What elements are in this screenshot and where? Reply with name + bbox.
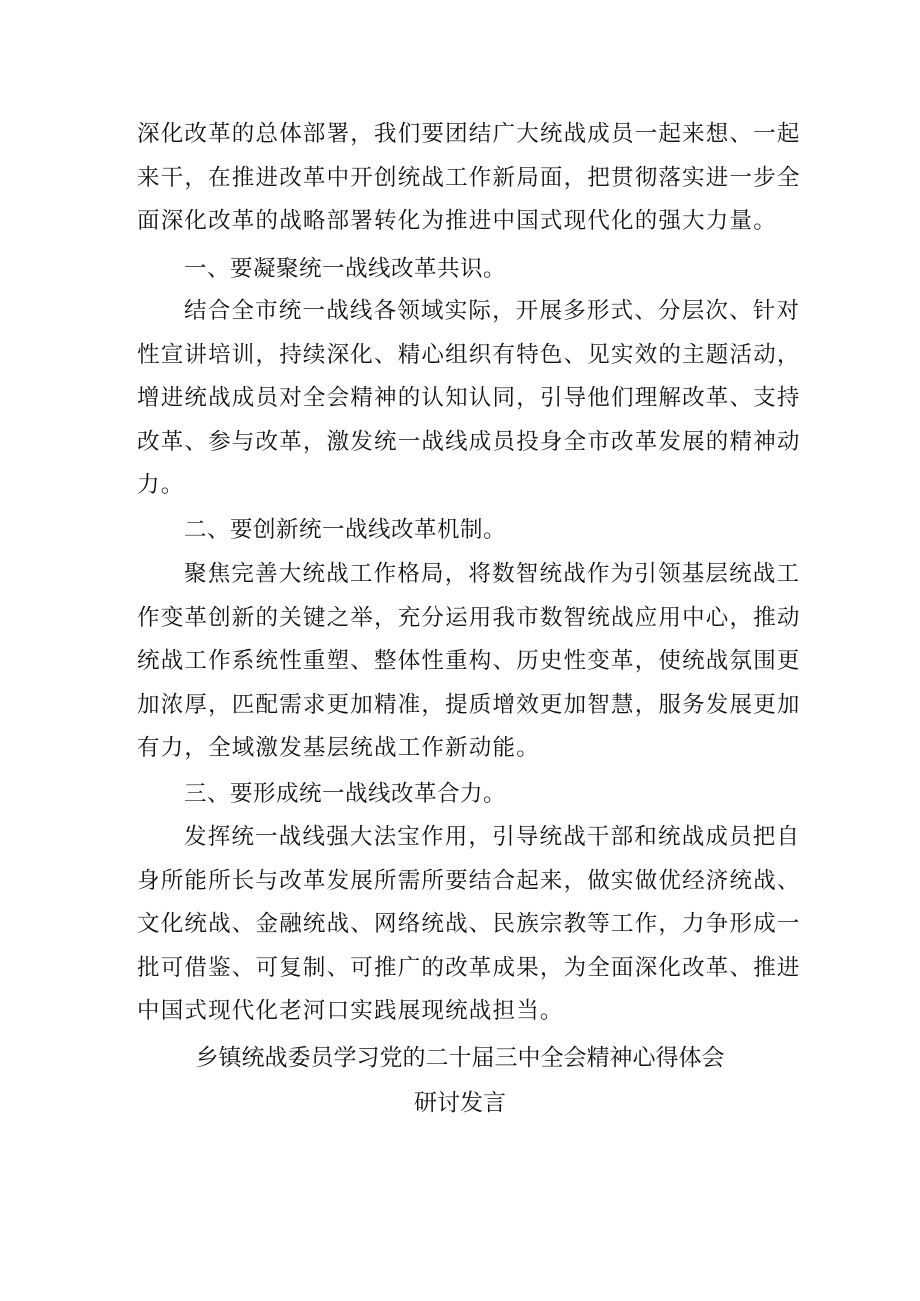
section-2-line-5: 有力，全域激发基层统战工作新动能。	[137, 735, 540, 761]
section-1-line-3: 增进统战成员对全会精神的认知认同，引导他们理解改革、支持	[137, 385, 801, 411]
intro-line-3: 面深化改革的战略部署转化为推进中国式现代化的强大力量。	[137, 208, 777, 234]
section-3-line-5: 中国式现代化老河口实践展现统战担当。	[137, 998, 564, 1024]
intro-line-2: 来干，在推进改革中开创统战工作新局面，把贯彻落实进一步全	[137, 165, 801, 191]
section-2-line-3: 统战工作系统性重塑、整体性重构、历史性变革，使统战氛围更	[137, 648, 801, 674]
section-1-line-4: 改革、参与改革，激发统一战线成员投身全市改革发展的精神动	[137, 429, 801, 455]
section-1-heading: 一、要凝聚统一战线改革共识。	[184, 256, 507, 282]
section-3-line-4: 批可借鉴、可复制、可推广的改革成果，为全面深化改革、推进	[137, 955, 801, 981]
section-2-heading: 二、要创新统一战线改革机制。	[184, 517, 507, 543]
next-article-title-line-2: 研讨发言	[414, 1090, 506, 1116]
section-3-line-2: 身所能所长与改革发展所需所要结合起来，做实做优经济统战、	[137, 868, 801, 894]
section-2-line-4: 加浓厚，匹配需求更加精准，提质增效更加智慧，服务发展更加	[137, 692, 801, 718]
section-2-line-2: 作变革创新的关键之举，充分运用我市数智统战应用中心，推动	[137, 605, 801, 631]
section-1-line-5: 力。	[137, 472, 185, 498]
next-article-title-line-1: 乡镇统战委员学习党的二十届三中全会精神心得体会	[195, 1045, 725, 1071]
section-2-line-1: 聚焦完善大统战工作格局，将数智统战作为引领基层统战工	[184, 561, 801, 587]
intro-line-1: 深化改革的总体部署，我们要团结广大统战成员一起来想、一起	[137, 121, 801, 147]
section-1-line-2: 性宣讲培训，持续深化、精心组织有特色、见实效的主题活动，	[137, 342, 801, 368]
section-3-line-3: 文化统战、金融统战、网络统战、民族宗教等工作，力争形成一	[137, 911, 801, 937]
section-3-line-1: 发挥统一战线强大法宝作用，引导统战干部和统战成员把自	[184, 824, 801, 850]
section-3-heading: 三、要形成统一战线改革合力。	[184, 781, 507, 807]
section-1-line-1: 结合全市统一战线各领域实际，开展多形式、分层次、针对	[184, 298, 801, 324]
